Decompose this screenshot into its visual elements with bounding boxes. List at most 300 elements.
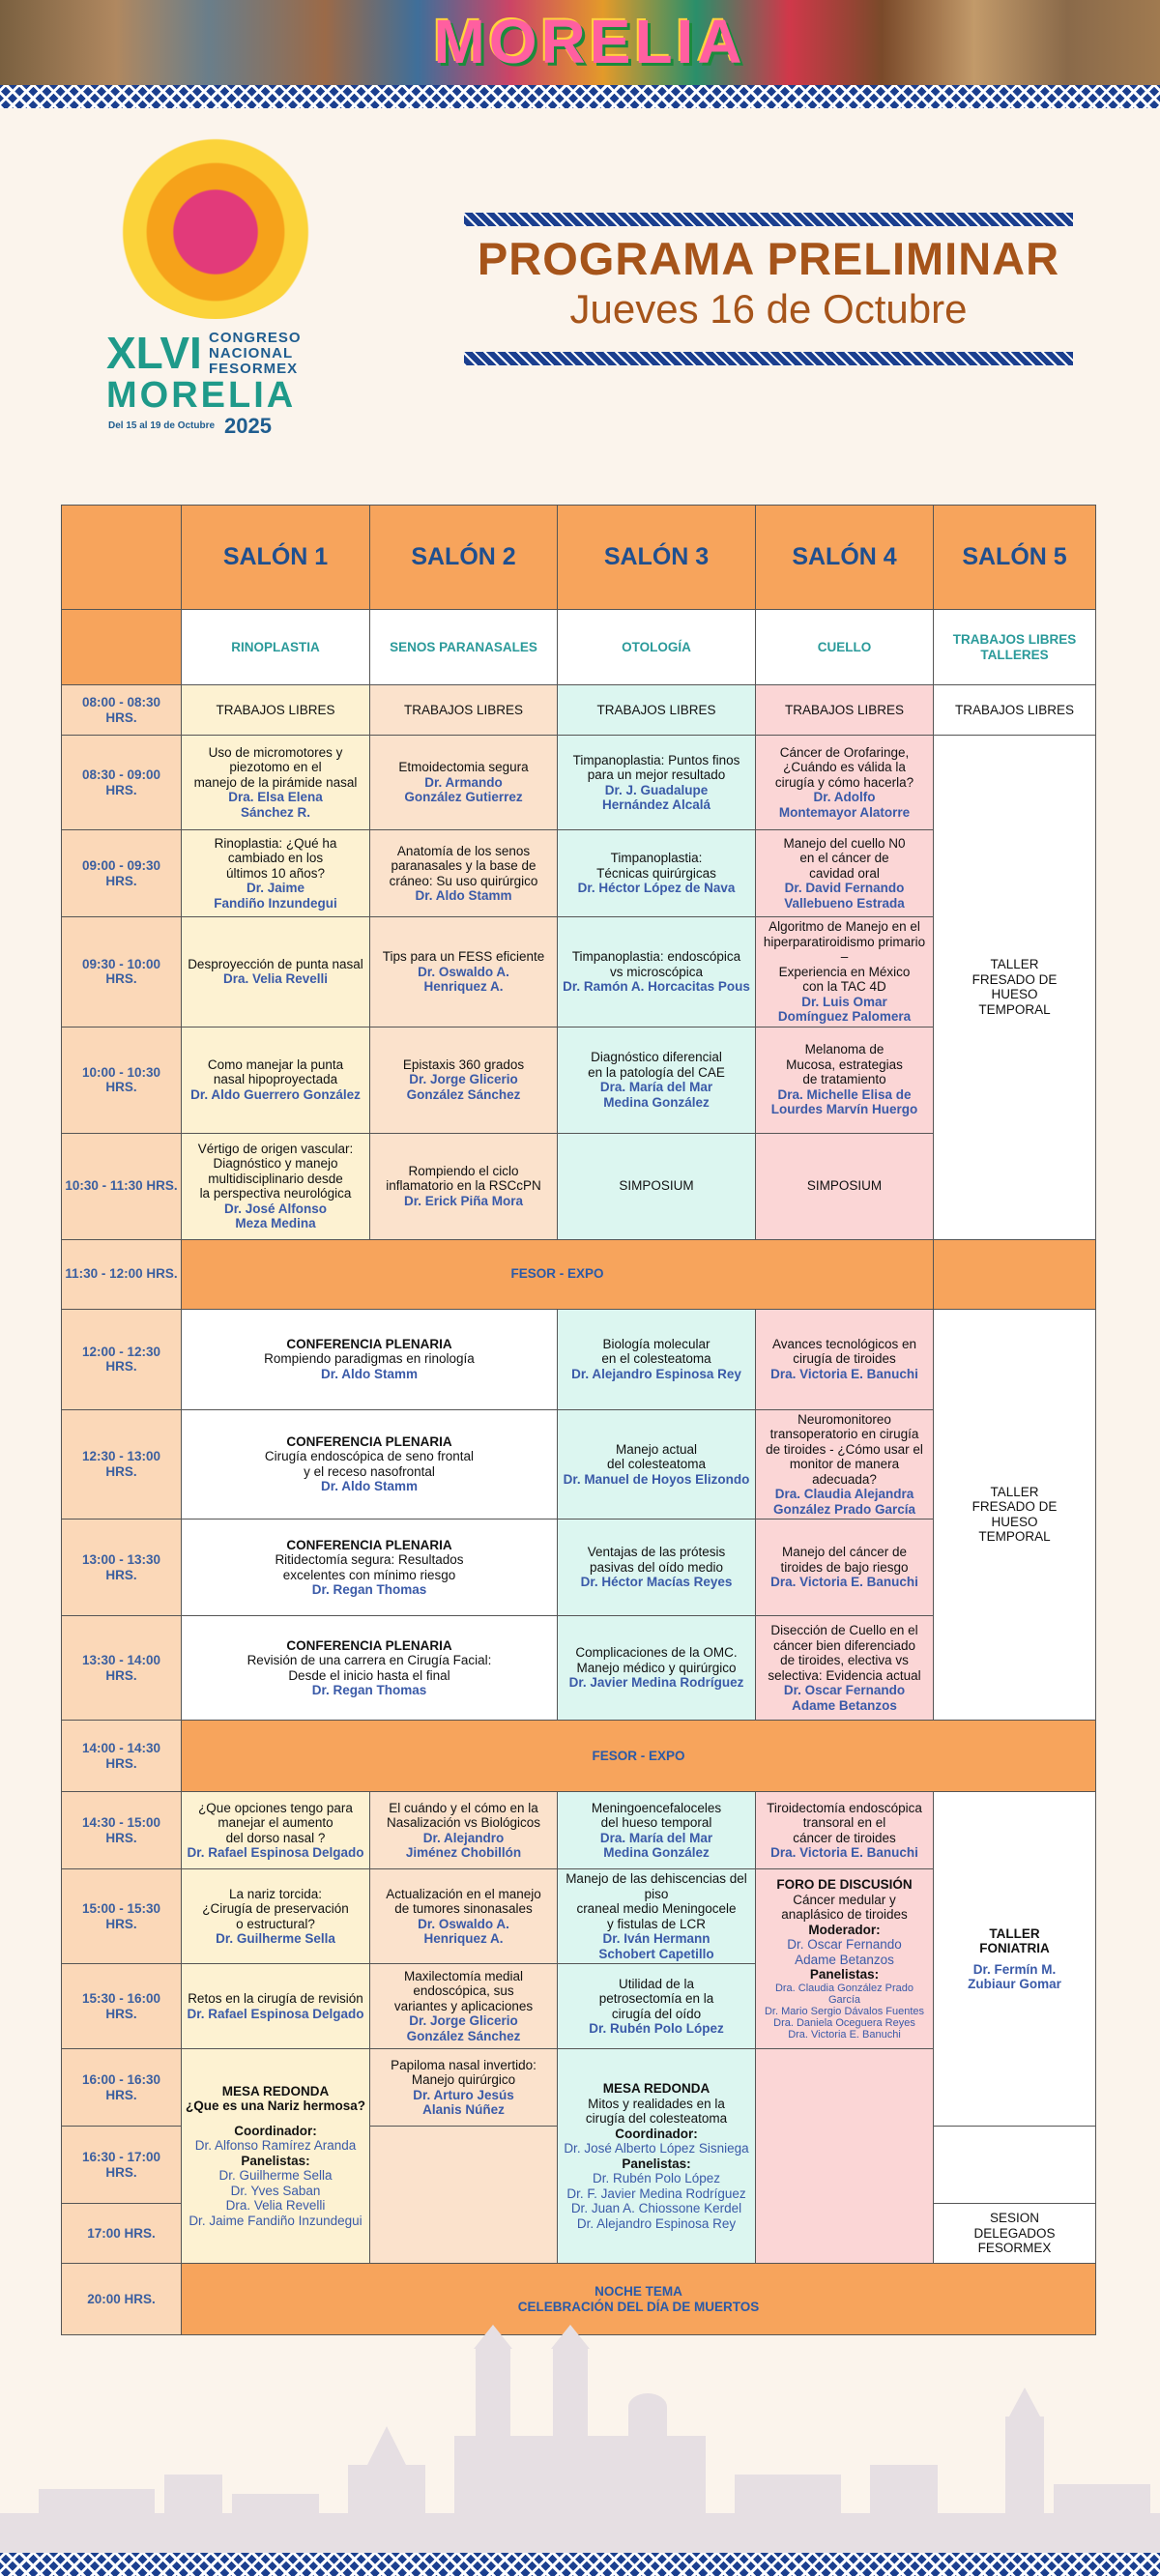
- text-line: Dr. Alejandro Espinosa Rey: [571, 1366, 741, 1381]
- schedule-row: [62, 1309, 1096, 1409]
- text-line: Dr. Juan A. Chiossone Kerdel: [570, 2201, 742, 2215]
- text-line: Dr. Rafael Espinosa Delgado: [187, 2006, 364, 2021]
- logo-year: 2025: [224, 414, 272, 438]
- text-line: cáncer bien diferenciado: [772, 1637, 916, 1653]
- taller-fresado: [934, 736, 1096, 1240]
- time-slot: 09:30 - 10:00 HRS.: [62, 917, 182, 1028]
- text-line: HUESO: [991, 1514, 1038, 1529]
- text-line: Cirugía endoscópica de seno frontal: [264, 1449, 475, 1464]
- text-line: Dr. Guilherme Sella: [218, 2168, 333, 2184]
- text-line: Timpanoplastia: endoscópica: [571, 949, 741, 964]
- session-cell: [370, 830, 558, 917]
- text-line: Papiloma nasal invertido:: [391, 2057, 536, 2072]
- text-line: nasal hipoproyectada: [213, 1072, 338, 1087]
- text-line: Dr. Rubén Polo López: [589, 2021, 724, 2036]
- text-line: Diagnóstico diferencial: [591, 1050, 722, 1064]
- banner-title: MORELIA: [433, 7, 746, 76]
- session-cell: [370, 1792, 558, 1869]
- text-line: TALLER: [989, 1925, 1040, 1941]
- text-line: Dr. Alfonso Ramírez Aranda: [194, 2138, 357, 2154]
- topic-corner: [62, 610, 182, 685]
- text-line: ¿Que es una Nariz hermosa?: [185, 2098, 366, 2114]
- delegates-session: [934, 2204, 1096, 2264]
- text-line: de tumores sinonasales: [394, 1901, 533, 1916]
- text-line: de tiroides, electiva vs: [780, 1653, 909, 1667]
- time-slot: 15:30 - 16:00 HRS.: [62, 1964, 182, 2049]
- text-line: Como manejar la punta: [207, 1056, 344, 1072]
- schedule-row: [62, 1239, 1096, 1309]
- text-line: Dr. Héctor López de Nava: [577, 881, 736, 896]
- session-cell: [558, 917, 756, 1028]
- text-line: Desproyección de punta nasal: [188, 956, 363, 971]
- text-line: Mucosa, estrategias: [786, 1056, 903, 1072]
- text-line: Revisión de una carrera en Cirugía Facial:: [246, 1653, 492, 1667]
- session-cell: [370, 917, 558, 1028]
- text-line: Nasalización vs Biológicos: [386, 1815, 541, 1830]
- logo-dates: Del 15 al 19 de Octubre: [108, 420, 216, 431]
- session-cell: [558, 1409, 756, 1520]
- text-line: Dr. José Alfonso: [223, 1201, 328, 1216]
- text-line: Avances tecnológicos en: [771, 1336, 917, 1351]
- text-line: para un mejor resultado: [587, 767, 726, 782]
- text-line: Dr. Oswaldo A.: [418, 964, 509, 979]
- session-cell: [756, 830, 934, 917]
- text-line: Dr. José Alberto López Sisniega: [564, 2141, 749, 2156]
- topics-row: [62, 610, 1096, 685]
- time-slot: 10:00 - 10:30 HRS.: [62, 1027, 182, 1133]
- time-slot: 20:00 HRS.: [62, 2264, 182, 2335]
- text-line: en la patología del CAE: [588, 1064, 725, 1080]
- session-cell: TRABAJOS LIBRES: [558, 685, 756, 736]
- text-line: Dra. Velia Revelli: [222, 971, 329, 987]
- session-cell: [756, 1616, 934, 1721]
- text-line: CELEBRACIÓN DEL DÍA DE MUERTOS: [517, 2299, 760, 2314]
- text-line: Biología molecular: [602, 1336, 710, 1351]
- text-line: cavidad oral: [809, 865, 880, 881]
- text-line: Dra. María del Mar: [599, 1080, 713, 1094]
- text-line: multidisciplinario desde: [208, 1171, 343, 1186]
- text-line: Lourdes Marvín Huergo: [770, 1102, 918, 1117]
- text-line: FONIATRIA: [979, 1941, 1050, 1955]
- header-banner: [0, 0, 1160, 85]
- text-line: Epistaxis 360 grados: [402, 1056, 525, 1072]
- text-line: inflamatorio en la RSCcPN: [386, 1178, 541, 1194]
- text-line: Dr. Luis Omar: [801, 994, 887, 1009]
- schedule-row: [62, 1721, 1096, 1792]
- round-table-rinoplastia: MESA REDONDA ¿Que es una Nariz hermosa? Coordinador: Dr. Alfonso Ramírez Aranda Panelistas: Dr. Guilherme Sella Dr. Yves Saban Dra. Velia Revelli Dr. Jaime Fandiño Inzundegui: [182, 2049, 370, 2264]
- text-line: Manejo quirúrgico: [411, 2072, 516, 2087]
- text-line: Neuromonitoreo: [798, 1411, 891, 1427]
- text-line: Manejo de las dehiscencias del piso: [566, 1871, 747, 1901]
- expo-break: FESOR - EXPO: [182, 1239, 934, 1309]
- text-line: Dr. Erick Piña Mora: [403, 1193, 524, 1208]
- text-line: DELEGADOS: [973, 2225, 1056, 2241]
- text-line: Dr. Aldo Stamm: [320, 1479, 419, 1494]
- text-line: selectiva: Evidencia actual: [768, 1667, 921, 1683]
- plenary-conference: CONFERENCIA PLENARIA Cirugía endoscópica de seno frontal y el receso nasofrontal Dr. Aldo Stamm: [182, 1409, 558, 1520]
- plenary-conference: CONFERENCIA PLENARIA Revisión de una carrera en Cirugía Facial: Desde el inicio hasta el final Dr. Regan Thomas: [182, 1616, 558, 1721]
- text-line: en el cáncer de: [799, 851, 889, 866]
- session-cell: [756, 1520, 934, 1616]
- plenary-conference: CONFERENCIA PLENARIA Ritidectomía segura: Resultados excelentes con mínimo riesgo Dr. Regan Thomas: [182, 1520, 558, 1616]
- logo-edition: XLVI: [106, 328, 202, 378]
- taller-fresado: [934, 1309, 1096, 1721]
- text-line: del hueso temporal: [600, 1815, 712, 1830]
- schedule-row: [62, 1792, 1096, 1869]
- text-line: FESORMEX: [977, 2241, 1052, 2256]
- text-line: transoperatorio en cirugía: [769, 1427, 919, 1441]
- text-line: tiroides de bajo riesgo: [780, 1559, 909, 1575]
- title-band-top: [464, 213, 1073, 226]
- text-line: Dr. Jorge Glicerio: [409, 1072, 518, 1087]
- session-cell: TRABAJOS LIBRES: [370, 685, 558, 736]
- text-line: Uso de micromotores y: [208, 744, 343, 760]
- text-line: Utilidad de la: [618, 1976, 695, 1991]
- text-line: Dr. F. Javier Medina Rodríguez: [566, 2185, 746, 2201]
- salon-4-header: SALÓN 4: [756, 506, 934, 610]
- text-line: Montemayor Alatorre: [778, 804, 911, 820]
- text-line: Dra. Victoria E. Banuchi: [770, 1845, 918, 1860]
- text-line: Domínguez Palomera: [777, 1009, 912, 1024]
- session-cell: [558, 1616, 756, 1721]
- text-line: Dr. Jaime Fandiño Inzundegui: [188, 2213, 362, 2228]
- text-line: anaplásico de tiroides: [781, 1907, 908, 1923]
- text-line: FRESADO DE: [972, 971, 1058, 987]
- text-line: Ventajas de las prótesis: [587, 1545, 726, 1560]
- text-line: Diagnóstico y manejo: [213, 1156, 338, 1171]
- session-cell: [558, 1520, 756, 1616]
- text-line: Alanis Núñez: [422, 2102, 505, 2117]
- text-line: Dr. Aldo Stamm: [415, 888, 512, 903]
- text-line: Manejo del cáncer de: [781, 1545, 908, 1560]
- session-cell: [558, 830, 756, 917]
- text-line: Cáncer medular y: [793, 1892, 896, 1907]
- round-table-otologia: MESA REDONDA Mitos y realidades en la cirugía del colesteatoma Coordinador: Dr. José Alberto López Sisniega Panelistas: Dr. Rubén Polo López Dr. F. Javier Medina Rodríguez Dr. Juan A. Chiossone Kerdel Dr. Alejandro Espinosa Rey: [558, 2049, 756, 2264]
- text-line: Dr. Alejandro Espinosa Rey: [576, 2215, 737, 2231]
- text-line: Dr. Aldo Guerrero González: [190, 1086, 361, 1102]
- text-line: Desde el inicio hasta el final: [288, 1667, 450, 1683]
- session-cell-empty: [756, 2049, 934, 2264]
- time-slot: 13:00 - 13:30 HRS.: [62, 1520, 182, 1616]
- text-line: Medina González: [603, 1094, 710, 1110]
- session-cell-empty: [934, 2127, 1096, 2204]
- text-line: cirugía de tiroides: [793, 1351, 896, 1367]
- text-line: Técnicas quirúrgicas: [596, 865, 716, 881]
- session-cell: [182, 1964, 370, 2049]
- session-cell: [756, 917, 934, 1028]
- session-cell: [370, 736, 558, 830]
- text-line: González Prado García: [772, 1501, 916, 1517]
- city-skyline-illustration: [0, 2320, 1160, 2553]
- session-cell: [370, 2049, 558, 2127]
- text-line: Dr. Alejandro: [422, 1830, 505, 1845]
- text-line: Dra. Velia Revelli: [225, 2198, 326, 2214]
- time-slot: 15:00 - 15:30 HRS.: [62, 1869, 182, 1964]
- text-line: Dr. Ramón A. Horcacitas Pous: [563, 979, 750, 994]
- text-line: Disección de Cuello en el: [770, 1623, 918, 1637]
- text-line: petrosectomía en la: [598, 1991, 714, 2006]
- text-line: Maxilectomía medial: [403, 1968, 524, 1983]
- text-line: cáncer de tiroides: [793, 1830, 896, 1845]
- session-cell: SIMPOSIUM: [756, 1133, 934, 1239]
- session-cell: [558, 1309, 756, 1409]
- text-line: de tiroides - ¿Cómo usar el: [766, 1441, 923, 1457]
- session-cell: [182, 1792, 370, 1869]
- text-line: Dr. Fermín M.: [972, 1961, 1057, 1977]
- text-line: de tratamiento: [802, 1072, 886, 1087]
- text-line: Dr. Héctor Macías Reyes: [580, 1575, 733, 1590]
- text-line: Meningoencefaloceles: [591, 1800, 722, 1815]
- session-cell: [182, 1133, 370, 1239]
- text-line: cirugía del colesteatoma: [585, 2111, 728, 2126]
- forum-discussion: FORO DE DISCUSIÓN Cáncer medular y anaplásico de tiroides Moderador: Dr. Oscar Fernando Adame Betanzos Panelistas: Dra. Claudia González Prado García Dr. Mario Sergio Dávalos Fuentes Dra. Daniela Oceguera Reyes Dra. Victoria E. Banuchi: [756, 1869, 934, 2049]
- text-line: Sánchez R.: [240, 804, 311, 820]
- text-line: Dr. Oswaldo A.: [418, 1916, 509, 1931]
- text-line: Jiménez Chobillón: [405, 1845, 522, 1860]
- session-cell: [370, 1027, 558, 1133]
- text-line: Dr. Javier Medina Rodríguez: [568, 1675, 744, 1691]
- text-line: Schobert Capetillo: [598, 1946, 714, 1961]
- text-line: Dra. María del Mar: [599, 1830, 713, 1845]
- text-line: Hernández Alcalá: [601, 797, 711, 812]
- schedule-table: [61, 505, 1096, 2335]
- time-slot: 12:00 - 12:30 HRS.: [62, 1309, 182, 1409]
- text-line: Dr. Rafael Espinosa Delgado: [187, 1845, 364, 1860]
- text-line: González Gutierrez: [404, 790, 523, 805]
- logo-congress-name: CONGRESO NACIONAL FESORMEX: [209, 330, 302, 377]
- session-cell: [756, 1027, 934, 1133]
- page-title: PROGRAMA PRELIMINAR: [477, 233, 1060, 284]
- text-line: o estructural?: [236, 1916, 315, 1931]
- session-cell: [182, 1027, 370, 1133]
- text-line: Ritidectomía segura: Resultados: [275, 1552, 464, 1567]
- text-line: Fandiño Inzundegui: [214, 895, 337, 911]
- text-line: Zubiaur Gomar: [968, 1977, 1061, 1991]
- session-cell: TRABAJOS LIBRES: [934, 685, 1096, 736]
- time-slot: 10:30 - 11:30 HRS.: [62, 1133, 182, 1239]
- expo-break: FESOR - EXPO: [182, 1721, 1096, 1792]
- text-line: endoscópica, sus: [413, 1983, 514, 1999]
- text-line: la perspectiva neurológica: [199, 1186, 352, 1201]
- text-line: Dr. Jorge Glicerio: [409, 2013, 518, 2029]
- text-line: Medina González: [603, 1845, 710, 1860]
- text-line: Rinoplastia: ¿Qué ha: [214, 835, 337, 851]
- session-cell: [370, 1133, 558, 1239]
- text-line: en el colesteatoma: [601, 1351, 711, 1367]
- text-line: Tiroidectomía endoscópica: [767, 1800, 922, 1815]
- logo-city: MORELIA: [106, 375, 297, 416]
- schedule-row: [62, 736, 1096, 830]
- session-cell: [558, 1792, 756, 1869]
- session-cell: [558, 736, 756, 830]
- text-line: Dr. Adolfo: [813, 790, 876, 805]
- text-line: ¿Cirugía de preservación: [202, 1901, 349, 1916]
- text-line: craneal medio Meningocele: [576, 1901, 737, 1916]
- text-line: Cáncer de Orofaringe,: [779, 744, 910, 760]
- salon-1-header: SALÓN 1: [182, 506, 370, 610]
- text-line: González Sánchez: [406, 2028, 521, 2043]
- text-line: Melanoma de: [804, 1042, 884, 1057]
- time-slot: 17:00 HRS.: [62, 2204, 182, 2264]
- text-line: Experiencia en México: [778, 964, 911, 979]
- text-line: Dra. Victoria E. Banuchi: [788, 2028, 901, 2041]
- text-line: cirugía del oído: [611, 2006, 702, 2021]
- text-line: Dr. Iván Hermann: [602, 1931, 710, 1946]
- topic-salon-5: TRABAJOS LIBRES TALLERES: [934, 610, 1096, 685]
- text-line: FRESADO DE: [972, 1499, 1058, 1515]
- text-line: Dra. Claudia González Prado García: [774, 1982, 914, 2006]
- text-line: pasivas del oído medio: [589, 1559, 724, 1575]
- congress-logo: [104, 126, 327, 454]
- text-line: Manejo médico y quirúrgico: [576, 1660, 737, 1675]
- corner-cell: [62, 506, 182, 610]
- text-line: Mitos y realidades en la: [588, 2096, 725, 2111]
- text-line: TEMPORAL: [978, 1529, 1051, 1545]
- time-slot: 16:00 - 16:30 HRS.: [62, 2049, 182, 2127]
- text-line: Dra. Michelle Elisa de: [777, 1086, 912, 1102]
- text-line: vs microscópica: [609, 964, 704, 979]
- text-line: piezotomo en el: [229, 760, 322, 775]
- text-line: Dra. Claudia Alejandra: [774, 1487, 914, 1501]
- text-line: manejo de la pirámide nasal: [193, 774, 358, 790]
- text-line: paranasales y la base de: [391, 858, 536, 873]
- session-cell: [756, 1409, 934, 1520]
- text-line: Vallebueno Estrada: [784, 895, 905, 911]
- session-cell: [370, 1869, 558, 1964]
- text-line: transoral en el: [802, 1815, 886, 1830]
- text-line: La nariz torcida:: [228, 1886, 323, 1901]
- text-line: Adame Betanzos: [795, 1952, 894, 1967]
- text-line: Dr. Regan Thomas: [311, 1582, 427, 1597]
- taller-foniatria: [934, 1792, 1096, 2127]
- text-line: Dr. Mario Sergio Dávalos Fuentes: [764, 2005, 925, 2017]
- time-slot: 14:00 - 14:30 HRS.: [62, 1721, 182, 1792]
- text-line: cráneo: Su uso quirúrgico: [389, 873, 538, 888]
- salon-5-header: SALÓN 5: [934, 506, 1096, 610]
- text-line: Rompiendo paradigmas en rinología: [264, 1351, 475, 1367]
- salon-header-row: [62, 506, 1096, 610]
- text-line: SESION: [989, 2211, 1039, 2226]
- text-line: El cuándo y el cómo en la: [389, 1800, 538, 1815]
- text-line: Dr. Arturo Jesús: [413, 2087, 514, 2102]
- text-line: NOCHE TEMA: [594, 2284, 682, 2299]
- text-line: Henriquez A.: [423, 1931, 504, 1946]
- session-cell: [182, 830, 370, 917]
- session-cell: [756, 1309, 934, 1409]
- text-line: Dra. Elsa Elena: [228, 790, 323, 805]
- session-cell: [370, 1964, 558, 2049]
- text-line: Dr. David Fernando: [784, 881, 905, 896]
- session-cell: [756, 736, 934, 830]
- text-line: ¿Que opciones tengo para: [198, 1800, 353, 1815]
- text-line: cirugía y cómo hacerla?: [774, 774, 914, 790]
- text-line: HUESO: [991, 987, 1038, 1002]
- topic-salon-3: OTOLOGÍA: [558, 610, 756, 685]
- text-line: Dr. Armando: [424, 774, 503, 790]
- session-cell: [558, 1869, 756, 1964]
- session-cell: [182, 917, 370, 1028]
- text-line: González Sánchez: [406, 1086, 521, 1102]
- page-subtitle: Jueves 16 de Octubre: [569, 286, 968, 332]
- time-slot: 11:30 - 12:00 HRS.: [62, 1239, 182, 1309]
- text-line: con la TAC 4D: [802, 979, 886, 994]
- time-slot: 13:30 - 14:00 HRS.: [62, 1616, 182, 1721]
- text-line: TALLER: [990, 957, 1039, 972]
- text-line: Henriquez A.: [423, 979, 504, 994]
- text-line: Dra. Daniela Oceguera Reyes: [773, 2016, 915, 2029]
- text-line: del dorso nasal ?: [225, 1830, 326, 1845]
- text-line: Tips para un FESS eficiente: [382, 949, 545, 964]
- session-cell: [182, 736, 370, 830]
- text-line: Algoritmo de Manejo en el: [768, 919, 920, 934]
- session-cell: [558, 1027, 756, 1133]
- title-band-bottom: [464, 352, 1073, 365]
- session-cell: TRABAJOS LIBRES: [756, 685, 934, 736]
- time-slot: 08:30 - 09:00 HRS.: [62, 736, 182, 830]
- text-line: Dr. Manuel de Hoyos Elizondo: [563, 1471, 750, 1487]
- time-slot: 08:00 - 08:30 HRS.: [62, 685, 182, 736]
- text-line: variantes y aplicaciones: [393, 1998, 534, 2013]
- text-line: Timpanoplastia: Puntos finos: [572, 752, 740, 767]
- text-line: Dr. Guilherme Sella: [216, 1931, 335, 1946]
- text-line: Dr. Jaime: [246, 881, 305, 896]
- text-line: y fistulas de LCR: [606, 1916, 707, 1931]
- text-line: Dra. Victoria E. Banuchi: [770, 1575, 918, 1590]
- topic-salon-2: SENOS PARANASALES: [370, 610, 558, 685]
- time-slot: 16:30 - 17:00 HRS.: [62, 2127, 182, 2204]
- session-cell-empty: [370, 2127, 558, 2264]
- text-line: Manejo actual: [615, 1441, 698, 1457]
- text-line: Dr. J. Guadalupe: [604, 782, 709, 797]
- salon-3-header: SALÓN 3: [558, 506, 756, 610]
- text-line: Dr. Yves Saban: [230, 2183, 321, 2198]
- plenary-conference: CONFERENCIA PLENARIA Rompiendo paradigmas en rinología Dr. Aldo Stamm: [182, 1309, 558, 1409]
- time-slot: 12:30 - 13:00 HRS.: [62, 1409, 182, 1520]
- text-line: Anatomía de los senos: [396, 843, 531, 858]
- time-slot: 09:00 - 09:30 HRS.: [62, 830, 182, 917]
- text-line: cambiado en los: [227, 851, 324, 866]
- text-line: Meza Medina: [235, 1216, 316, 1230]
- text-line: Etmoidectomia segura: [398, 760, 529, 775]
- text-line: Rompiendo el ciclo: [408, 1163, 519, 1178]
- text-line: manejar el aumento: [218, 1815, 334, 1830]
- text-line: del colesteatoma: [606, 1457, 707, 1471]
- text-line: Complicaciones de la OMC.: [575, 1645, 738, 1661]
- text-line: Dr. Regan Thomas: [311, 1683, 427, 1697]
- text-line: Dr. Oscar Fernando: [783, 1683, 906, 1697]
- text-line: Vértigo de origen vascular:: [197, 1141, 354, 1156]
- topic-salon-4: CUELLO: [756, 610, 934, 685]
- text-line: Dra. Victoria E. Banuchi: [770, 1366, 918, 1381]
- session-cell: [182, 1869, 370, 1964]
- topic-salon-1: RINOPLASTIA: [182, 610, 370, 685]
- session-cell: SIMPOSIUM: [558, 1133, 756, 1239]
- session-cell: TRABAJOS LIBRES: [182, 685, 370, 736]
- text-line: Manejo del cuello N0: [783, 835, 906, 851]
- text-line: Retos en la cirugía de revisión: [188, 1991, 363, 2006]
- text-line: hiperparatiroidismo primario –: [763, 934, 926, 964]
- top-pattern-border: [0, 85, 1160, 108]
- text-line: Dr. Oscar Fernando: [787, 1937, 902, 1953]
- text-line: Adame Betanzos: [792, 1697, 897, 1713]
- time-slot: 14:30 - 15:00 HRS.: [62, 1792, 182, 1869]
- salon-2-header: SALÓN 2: [370, 506, 558, 610]
- logo-illustration: [112, 126, 319, 319]
- text-line: últimos 10 años?: [225, 865, 326, 881]
- text-line: Dr. Aldo Stamm: [320, 1366, 419, 1381]
- expo-break-salon5: [934, 1239, 1096, 1309]
- bottom-pattern-border: [0, 2553, 1160, 2576]
